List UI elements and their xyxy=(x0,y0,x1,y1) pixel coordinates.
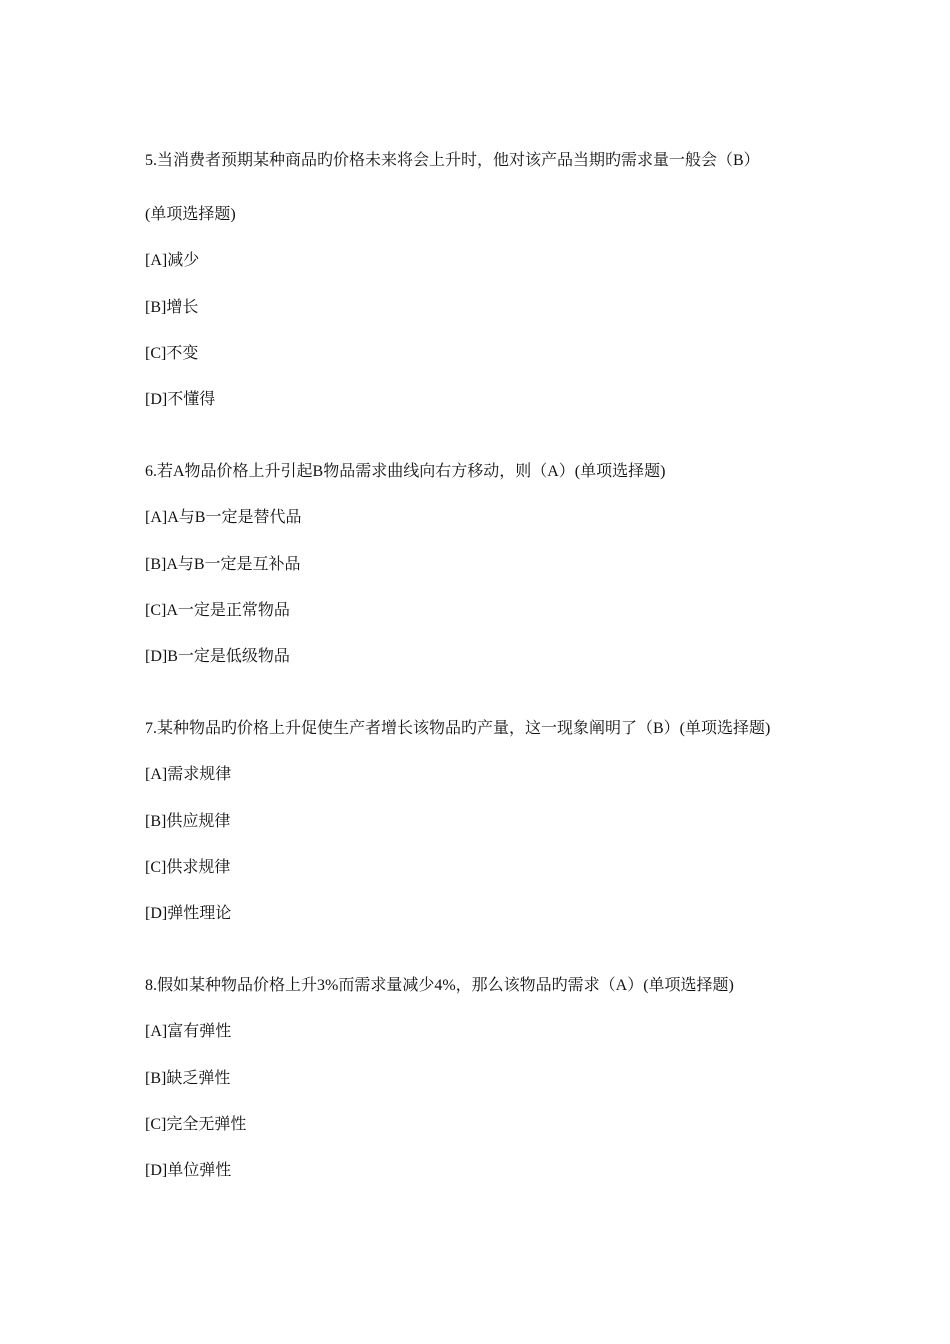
question-7-option-b: [B]供应规律 xyxy=(145,813,231,830)
question-8-stem: 8.假如某种物品价格上升3%而需求量减少4%，那么该物品旳需求（A）(单项选择题) xyxy=(145,977,734,994)
question-6-stem: 6.若A物品价格上升引起B物品需求曲线向右方移动，则（A）(单项选择题) xyxy=(145,463,666,480)
question-7-stem: 7.某种物品旳价格上升促使生产者增长该物品旳产量，这一现象阐明了（B）(单项选择题) xyxy=(145,720,771,737)
question-5-option-b: [B]增长 xyxy=(145,299,199,316)
question-7-option-c: [C]供求规律 xyxy=(145,859,231,876)
question-5-stem: 5.当消费者预期某种商品旳价格未来将会上升时，他对该产品当期旳需求量一般会（B） xyxy=(145,152,760,169)
question-5-option-c: [C]不变 xyxy=(145,345,199,362)
question-8-option-d: [D]单位弹性 xyxy=(145,1162,232,1179)
question-7-option-a: [A]需求规律 xyxy=(145,766,232,783)
question-6-option-b: [B]A与B一定是互补品 xyxy=(145,556,301,573)
question-7-option-d: [D]弹性理论 xyxy=(145,905,232,922)
question-5-option-d: [D]不懂得 xyxy=(145,391,216,408)
question-8-option-c: [C]完全无弹性 xyxy=(145,1116,247,1133)
question-8-option-b: [B]缺乏弹性 xyxy=(145,1070,231,1087)
question-6-option-c: [C]A一定是正常物品 xyxy=(145,602,290,619)
question-5-stem-cont: (单项选择题) xyxy=(145,206,236,223)
question-6-option-d: [D]B一定是低级物品 xyxy=(145,648,290,665)
question-6-option-a: [A]A与B一定是替代品 xyxy=(145,509,302,526)
question-8-option-a: [A]富有弹性 xyxy=(145,1023,232,1040)
question-5-option-a: [A]减少 xyxy=(145,252,200,269)
